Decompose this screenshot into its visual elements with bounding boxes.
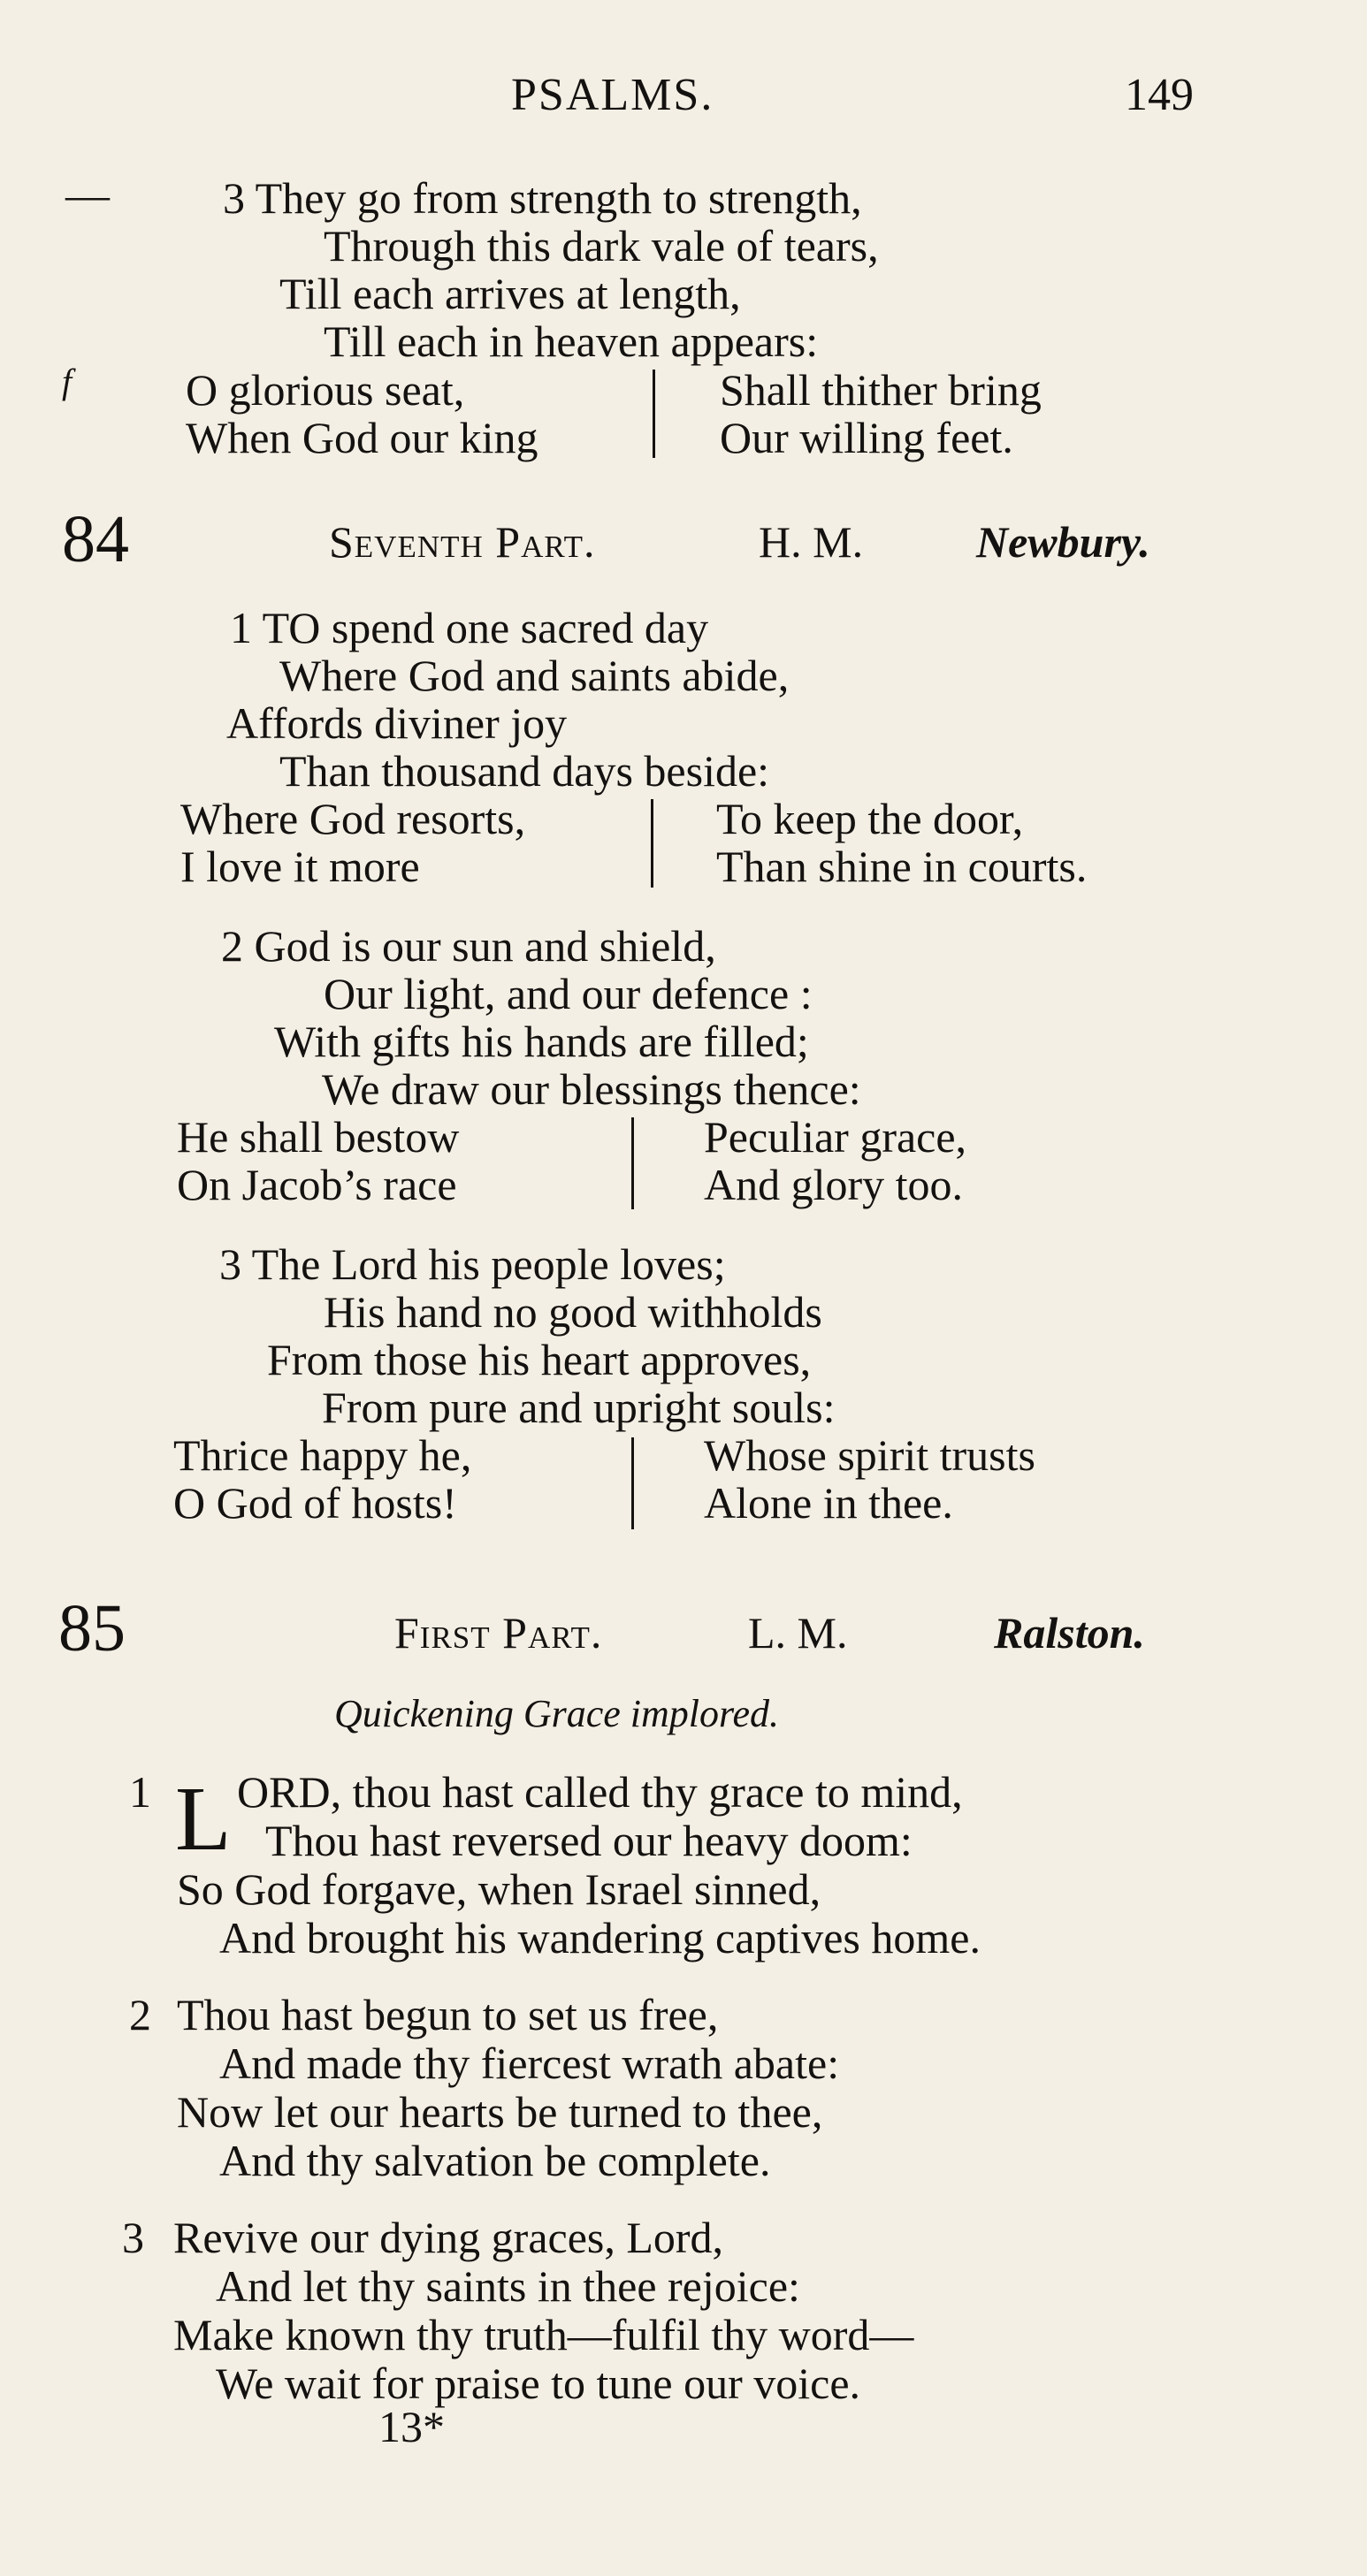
verse-line: From pure and upright souls: bbox=[322, 1383, 836, 1432]
column-left-line: When God our king bbox=[186, 413, 538, 462]
hymn-number: 84 bbox=[62, 502, 129, 576]
verse-line: Where God and saints abide, bbox=[279, 651, 790, 700]
verse-line: 1 TO spend one sacred day bbox=[230, 603, 709, 652]
verse-number: 2 bbox=[129, 1990, 151, 2039]
column-divider bbox=[653, 370, 655, 458]
column-right-line: And glory too. bbox=[704, 1160, 964, 1209]
verse-line: Our light, and our defence : bbox=[324, 969, 813, 1018]
verse-number: 1 bbox=[129, 1767, 151, 1817]
verse-line: Till each arrives at length, bbox=[279, 269, 741, 318]
signature-mark: 13* bbox=[378, 2402, 445, 2451]
column-divider bbox=[631, 1437, 634, 1529]
column-divider bbox=[631, 1117, 634, 1209]
verse-line: Thou hast begun to set us free, bbox=[177, 1990, 719, 2039]
verse-line: We draw our blessings thence: bbox=[322, 1064, 861, 1114]
running-title: PSALMS. bbox=[511, 70, 714, 120]
column-right-line: Peculiar grace, bbox=[704, 1112, 967, 1162]
hymn-meter: L. M. bbox=[748, 1608, 848, 1658]
hymn-meter: H. M. bbox=[759, 517, 864, 567]
verse-line: Till each in heaven appears: bbox=[324, 316, 819, 366]
verse-line: 3 They go from strength to strength, bbox=[223, 173, 862, 223]
column-left-line: On Jacob’s race bbox=[177, 1160, 457, 1209]
column-left-line: O glorious seat, bbox=[186, 365, 465, 415]
verse-line: 3 The Lord his people loves; bbox=[219, 1239, 726, 1289]
verse-line: Revive our dying graces, Lord, bbox=[173, 2213, 724, 2262]
column-right-line: Than shine in courts. bbox=[716, 842, 1088, 891]
column-left-line: Where God resorts, bbox=[180, 794, 526, 843]
column-right-line: Alone in thee. bbox=[704, 1478, 953, 1528]
verse-number: 3 bbox=[122, 2213, 144, 2262]
verse-line: Make known thy truth—fulfil thy word— bbox=[173, 2310, 914, 2359]
column-left-line: Thrice happy he, bbox=[173, 1430, 472, 1480]
verse-line: And brought his wandering captives home. bbox=[219, 1913, 981, 1962]
column-left-line: O God of hosts! bbox=[173, 1478, 457, 1528]
column-left-line: I love it more bbox=[180, 842, 420, 891]
verse-line: So God forgave, when Israel sinned, bbox=[177, 1864, 821, 1914]
verse-line: Now let our hearts be turned to thee, bbox=[177, 2087, 823, 2137]
dynamics-mark: f bbox=[62, 362, 73, 401]
column-right-line: Our willing feet. bbox=[720, 413, 1013, 462]
hymn-part: First Part. bbox=[394, 1608, 603, 1658]
hymn-subtitle: Quickening Grace implored. bbox=[334, 1692, 780, 1735]
verse-line: ORD, thou hast called thy grace to mind, bbox=[237, 1767, 963, 1817]
verse-line: And let thy saints in thee rejoice: bbox=[216, 2261, 800, 2311]
verse-line: From those his heart approves, bbox=[267, 1335, 812, 1384]
tune-name: Ralston. bbox=[994, 1608, 1145, 1658]
hymn-number: 85 bbox=[58, 1591, 126, 1665]
hymn-part: Seventh Part. bbox=[329, 517, 596, 567]
verse-line: His hand no good withholds bbox=[324, 1287, 822, 1337]
verse-line: And made thy fiercest wrath abate: bbox=[219, 2039, 840, 2088]
verse-line: Thou hast reversed our heavy doom: bbox=[265, 1816, 913, 1865]
verse-line: Affords diviner joy bbox=[226, 698, 568, 748]
verse-line: With gifts his hands are filled; bbox=[274, 1017, 809, 1066]
column-divider bbox=[651, 799, 653, 888]
verse-line: Through this dark vale of tears, bbox=[324, 221, 879, 271]
drop-cap: L bbox=[175, 1768, 232, 1870]
column-right-line: To keep the door, bbox=[716, 794, 1024, 843]
verse-line: Than thousand days beside: bbox=[279, 746, 770, 796]
column-right-line: Shall thither bring bbox=[720, 365, 1042, 415]
page-number: 149 bbox=[1125, 70, 1194, 120]
tune-name: Newbury. bbox=[976, 517, 1150, 567]
column-right-line: Whose spirit trusts bbox=[704, 1430, 1035, 1480]
verse-line: We wait for praise to tune our voice. bbox=[216, 2359, 861, 2408]
column-left-line: He shall bestow bbox=[177, 1112, 460, 1162]
verse-line: And thy salvation be complete. bbox=[219, 2136, 771, 2185]
continuation-dash: — bbox=[65, 170, 110, 219]
verse-line: 2 God is our sun and shield, bbox=[221, 921, 716, 971]
